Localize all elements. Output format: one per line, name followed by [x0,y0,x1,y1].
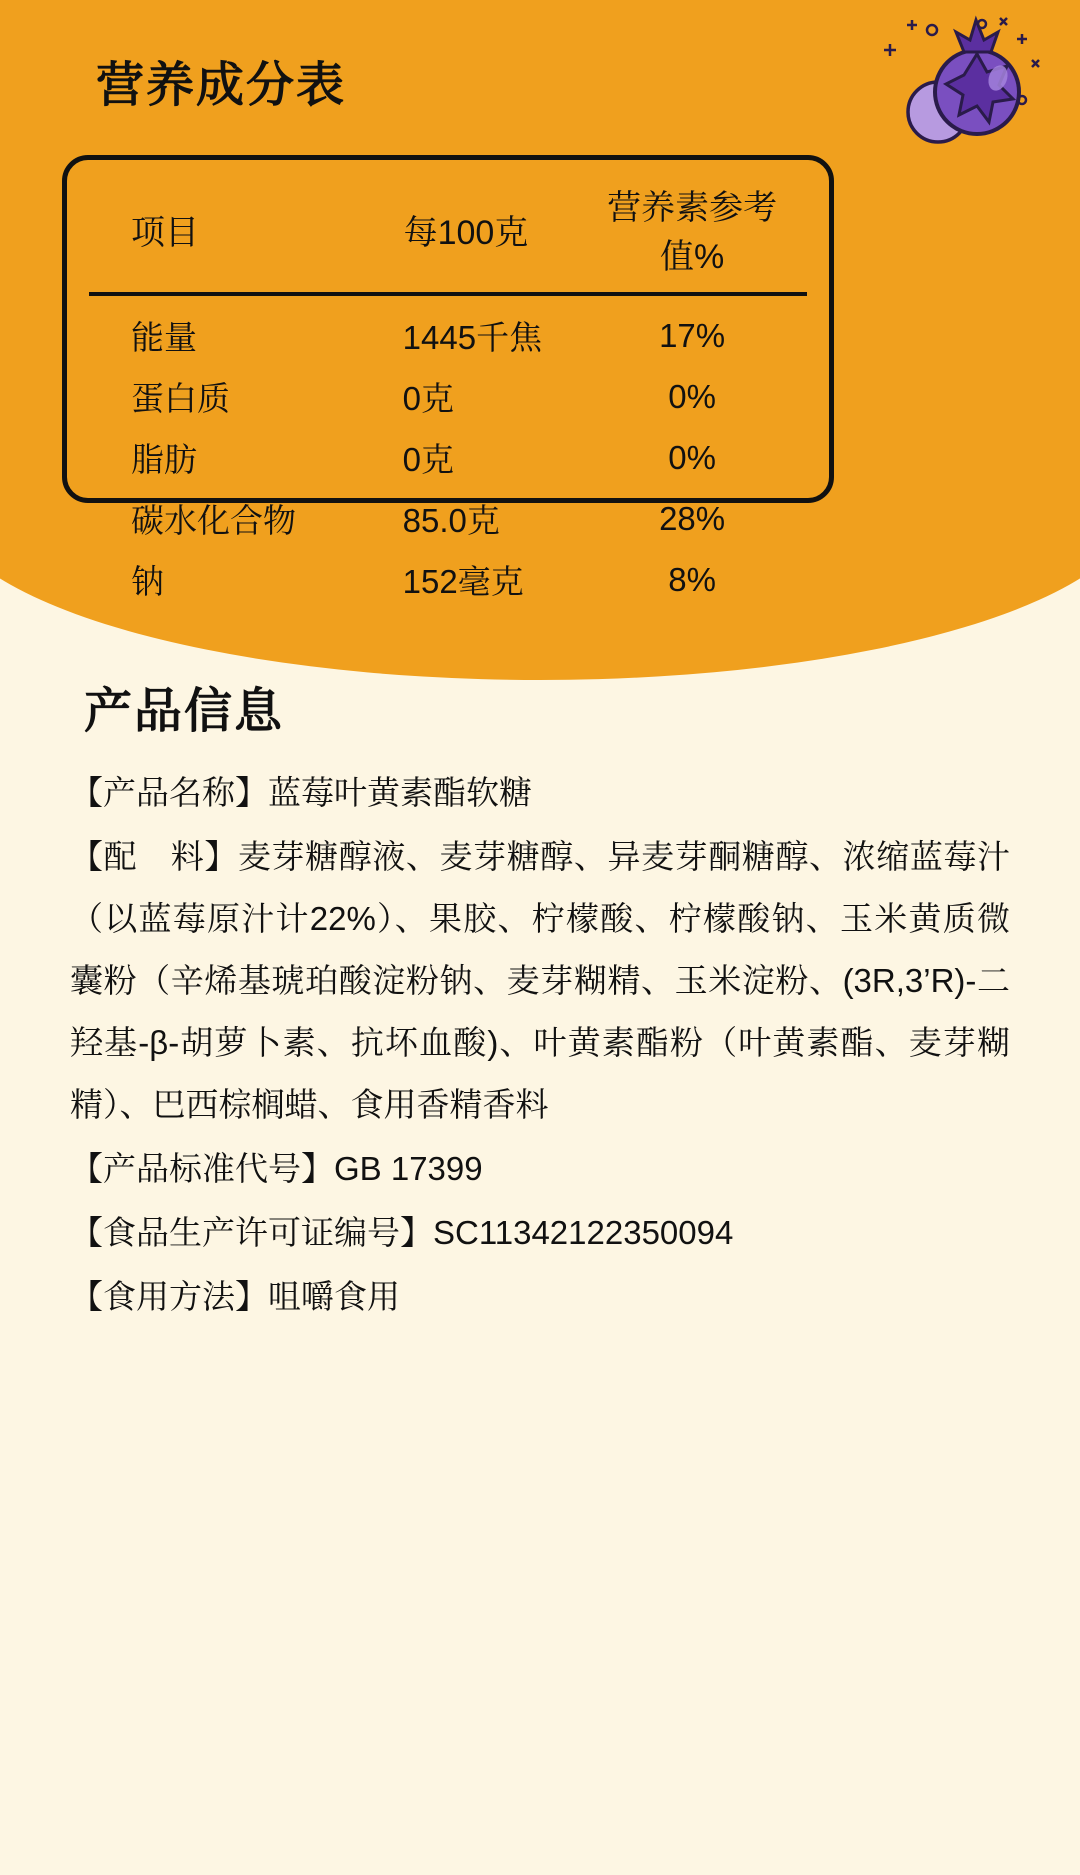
table-row [89,549,807,610]
ingredients-label: 【配 料】 [70,838,238,875]
usage-label: 【食用方法】 [70,1278,268,1315]
table-row [89,488,807,549]
nutrient-nrv: 8% [668,560,716,598]
nutrient-amount: 1445千焦 [402,319,543,356]
table-row [89,427,807,488]
nutrient-amount: 152毫克 [402,563,524,600]
standard-code-label: 【产品标准代号】 [70,1150,334,1187]
nutrient-amount: 85.0克 [402,502,500,539]
ingredients-line [70,826,1010,1136]
product-name-value: 蓝莓叶黄素酯软糖 [268,774,532,811]
standard-code-line [70,1138,1010,1200]
nutrient-nrv: 28% [659,499,726,537]
nutrient-name: 能量 [131,319,197,356]
nutrient-name: 钠 [131,563,164,600]
nutrient-name: 脂肪 [131,441,197,478]
ingredients-value: 麦芽糖醇液、麦芽糖醇、异麦芽酮糖醇、浓缩蓝莓汁（以蓝莓原汁计22%）、果胶、柠檬酸、柠檬酸钠、玉米黄质微囊粉（辛烯基琥珀酸淀粉钠、麦芽糊精、玉米淀粉、(3R,3’R)-二羟基-β-胡萝卜素、抗坏血酸)、叶黄素酯粉（叶黄素酯、麦芽糊精）、巴西棕榈蜡、食用香精香料 [70,838,1011,1123]
product-name-line [70,762,1010,824]
license-number-value: SC11342122350094 [433,1214,734,1251]
product-info-body [70,762,1010,1330]
nutrition-table [89,172,807,610]
nutrient-amount: 0克 [402,380,455,417]
license-number-label: 【食品生产许可证编号】 [70,1214,433,1251]
nutrition-heading: 营养成分表 [96,59,347,112]
table-row [89,294,807,366]
table-row [89,366,807,427]
blueberry-icon [872,8,1042,158]
nutrient-nrv: 17% [659,316,726,354]
column-header-nrv: 营养素参考值% [577,172,807,294]
column-header-item: 项目 [89,172,355,294]
usage-line [70,1266,1010,1328]
product-name-label: 【产品名称】 [70,774,268,811]
nutrition-table-card [62,155,834,600]
usage-value: 咀嚼食用 [268,1278,400,1315]
table-header-row [89,172,807,294]
nutrient-name: 碳水化合物 [131,502,296,539]
nutrient-amount: 0克 [402,441,455,478]
column-header-per100g: 每100克 [355,172,578,294]
license-number-line [70,1202,1010,1264]
product-info-heading: 产品信息 [84,685,285,738]
nutrient-name: 蛋白质 [131,380,230,417]
standard-code-value: GB 17399 [334,1150,483,1187]
nutrient-nrv: 0% [668,438,716,476]
nutrient-nrv: 0% [668,377,716,415]
